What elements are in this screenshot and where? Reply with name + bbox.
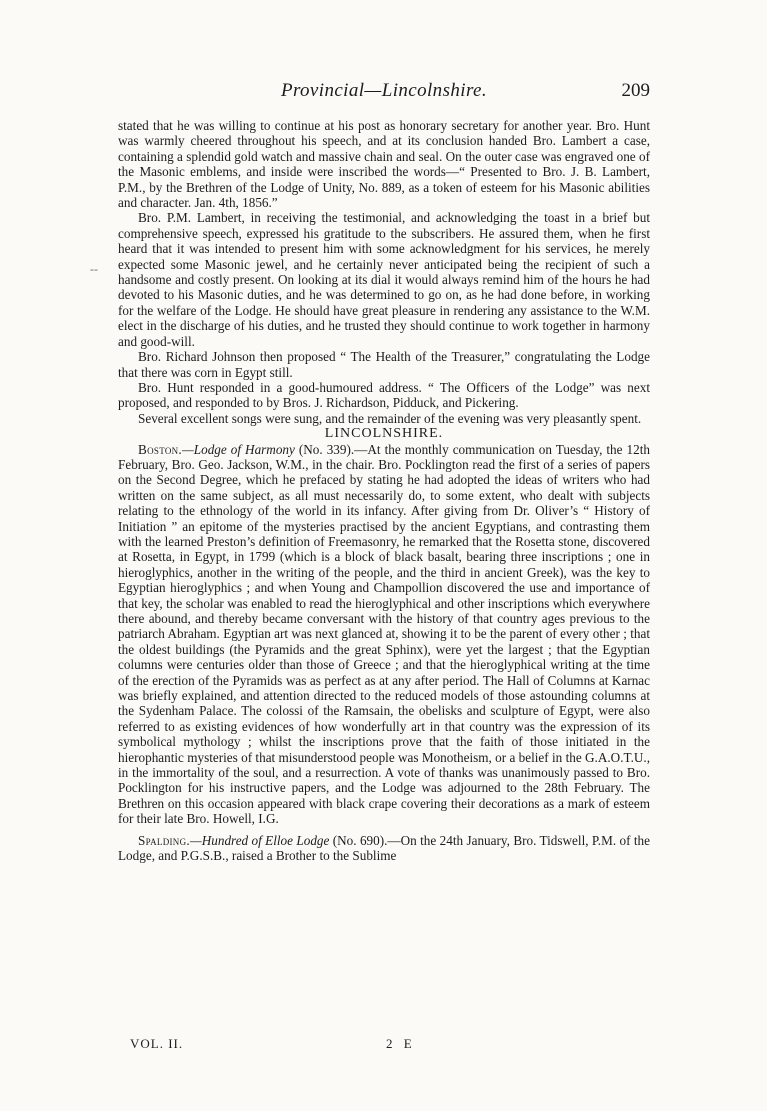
running-head-title: Provincial—Lincolnshire. — [280, 80, 488, 101]
boston-place: Boston. — [138, 441, 183, 457]
paragraph-johnson-toast: Bro. Richard Johnson then proposed “ The Health of the Treasurer,” congratulating the Lodge that there was corn in Egypt still. — [118, 349, 650, 380]
paragraph-lambert-reply: Bro. P.M. Lambert, in receiving the testimonial, and acknowledging the toast in a brief but comprehensive speech, expressed his gratitude to the subscribers. He assured them, when he first heard that it was intended to present him with some acknowledgment for his services, he merely expected some Masonic jewel, and he certainly never anticipated being the recipient of such a handsome and costly present. On looking at its dial it would always remind him of the hours he had devoted to his Masonic duties, and he was determined to go on, as he had done before, in working for the welfare of the Lodge. He should have great pleasure in rendering any assistance to the W.M. elect in the discharge of his duties, and he trusted they should continue to work together in harmony and good-will. — [118, 210, 650, 349]
boston-lodge-name: —Lodge of Harmony — [182, 441, 295, 457]
boston-report-text: (No. 339).—At the monthly communication on Tuesday, the 12th February, Bro. Geo. Jackson, W.M., in the chair. Bro. Pocklington read the first of a series of papers on the Second Degree, which he prefaced by stating he had adopted the ideas of writers who had written on the same subject, as all must necessarily do, to some extent, who dealt with subjects relating to the ethnology of the world in its infancy. After giving from Dr. Oliver’s “ History of Initiation ” an epitome of the mysteries practised by the ancient Egyptians, and contrasting them with the learned Preston’s definition of Freemasonry, he remarked that the Rosetta stone, discovered at Rosetta, in Egypt, in 1799 (which is a block of black basalt, bearing three inscriptions ; one in hieroglyphics, another in the writing of the people, and the third in ancient Greek), was the key to Egyptian hieroglyphics ; and when Young and Champollion discovered the use and importance of that key, the scholar was enabled to read the hieroglyphical and other inscriptions which everywhere there abound, and thereby became conversant with the history of that country ages previous to the patriarch Abraham. Egyptian art was next glanced at, showing it to be the parent of every other ; that the oldest buildings (the Pyramids and the great Sphinx), were yet the largest ; that the Egyptian columns were centuries older than those of Greece ; and that the hieroglyphical writing at the time of the erection of the Pyramids was as perfect as at any after period. The Hall of Columns at Karnac was briefly explained, and attention directed to the reduced models of those astounding columns at the Sydenham Palace. The colossi of the Ramsain, the obelisks and sculpture of Egypt, were also referred to as existing evidences of how wonderfully art in that country was the expression of its symbolical mythology ; whilst the inscriptions prove that the faith of those initiated in the hierophantic mysteries of that misunderstood people was Monotheism, or a belief in the G.A.O.T.U., in the immortality of the soul, and a resurrection. A vote of thanks was unanimously passed to Bro. Pocklington for his instructive papers, and the Lodge was adjourned to the 28th February. The Brethren on this occasion appeared with black crape covering their decorations as a mark of esteem for their late Bro. Howell, I.G. — [118, 441, 650, 827]
paragraph-boston — [118, 442, 650, 827]
section-heading: LINCOLNSHIRE. — [324, 426, 444, 442]
spalding-place: Spalding. — [138, 832, 191, 848]
page-footer — [118, 1036, 650, 1056]
paragraph-hunt-response: Bro. Hunt responded in a good-humoured address. “ The Officers of the Lodge” was next proposed, and responded to by Bros. J. Richardson, Pidduck, and Pickering. — [118, 379, 650, 411]
margin-mark: -- — [90, 262, 98, 276]
paragraph-continued: stated that he was willing to continue at his post as honorary secretary for another year. Bro. Hunt was warmly cheered throughout his speech, and at its conclusion handed Bro. Lambert a case, containing a splendid gold watch and massive chain and seal. On the outer case was engraved one of the Masonic emblems, and inside were inscribed the words—“ Presented to Bro. J. B. Lambert, P.M., by the Brethren of the Lodge of Unity, No. 889, as a token of esteem for his Masonic abilities and character. Jan. 4th, 1856.” — [118, 118, 650, 211]
running-head — [118, 80, 650, 106]
paragraph-songs: Several excellent songs were sung, and the remainder of the evening was very pleasantly spent. — [138, 410, 642, 426]
article-body — [118, 118, 650, 864]
volume-label: VOL. II. — [130, 1036, 184, 1051]
spalding-lodge-name: —Hundred of Elloe Lodge — [190, 832, 330, 848]
spalding-report-text: (No. 690).—On the 24th January, Bro. Tidswell, P.M. of the Lodge, and P.G.S.B., raised a Brother to the Sublime — [118, 832, 650, 864]
page-number: 209 — [621, 80, 650, 101]
signature-mark: 2 E — [386, 1036, 416, 1051]
paragraph-spalding — [118, 833, 650, 864]
